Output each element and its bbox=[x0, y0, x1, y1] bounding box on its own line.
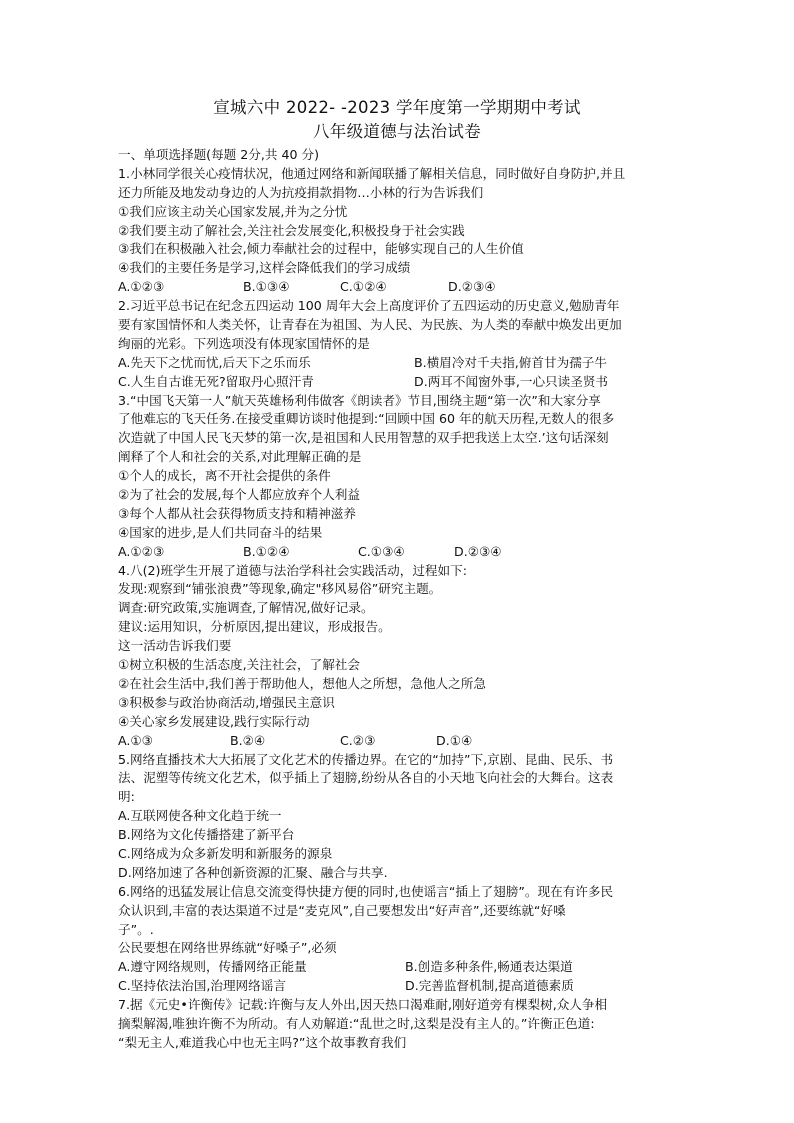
question-stem-line: 还力所能及地发动身边的人为抗疫捐款捐物…小林的行为告诉我们 bbox=[118, 184, 484, 200]
section-heading: 一、单项选择题(每题 2分,共 40 分) bbox=[118, 147, 320, 162]
question-stem-line: 发现:观察到“铺张浪费”等现象,确定"移风易俗”研究主题。 bbox=[118, 581, 442, 597]
option-a: A.遵守网络规则，传播网络正能量 bbox=[118, 959, 307, 975]
option-b: B.①②④ bbox=[243, 543, 290, 559]
statement-item: ①树立积极的生活态度,关注社会，了解社会 bbox=[118, 657, 360, 673]
statement-item: ③我们在积极融入社会,倾力奉献社会的过程中，能够实现自己的人生价值 bbox=[118, 241, 524, 257]
question-stem-line: 建议:运用知识，分析原因,提出建议，形成报告。 bbox=[118, 619, 391, 635]
statement-item: ③积极参与政治协商活动,增强民主意识 bbox=[118, 694, 335, 710]
question-4 bbox=[118, 562, 678, 751]
answer-options bbox=[118, 354, 678, 373]
statement-item: ④关心家乡发展建设,践行实际行动 bbox=[118, 713, 310, 729]
answer-options bbox=[118, 373, 678, 392]
option-b: B.①③④ bbox=[243, 279, 290, 295]
option-a: A.①②③ bbox=[118, 543, 165, 559]
statement-item: ④国家的进步,是人们共同奋斗的结果 bbox=[118, 524, 323, 540]
option-b: B.②④ bbox=[230, 732, 266, 748]
option-b: B.横眉冷对千夫指,俯首甘为孺子牛 bbox=[414, 354, 607, 370]
option-d: D.两耳不闻窗外事,一心只读圣贤书 bbox=[414, 373, 609, 389]
question-3 bbox=[118, 392, 678, 562]
question-stem-line: 1.小林同学很关心疫情状况，他通过网络和新闻联播了解相关信息，同时做好自身防护,并且 bbox=[118, 165, 626, 181]
option-d: D.完善监督机制,提高道德素质 bbox=[405, 978, 574, 994]
answer-options bbox=[118, 278, 678, 297]
question-7 bbox=[118, 996, 678, 1053]
exam-title: 宣城六中 2022- -2023 学年度第一学期期中考试 bbox=[213, 98, 581, 117]
statement-item: ②为了社会的发展,每个人都应放弃个人利益 bbox=[118, 487, 360, 503]
question-stem-line: 2.习近平总书记在纪念五四运动 100 周年大会上高度评价了五四运动的历史意义,勉励青年 bbox=[118, 298, 620, 314]
answer-options bbox=[118, 543, 678, 562]
answer-options bbox=[118, 958, 678, 977]
option-b: B.创造多种条件,畅通表达渠道 bbox=[405, 959, 573, 975]
answer-options bbox=[118, 732, 678, 751]
question-stem-line: 3.“中国飞天第一人”航天英雄杨利伟做客《朗读者》节目,围绕主题“第一次”和大家分享 bbox=[118, 392, 601, 408]
question-stem-line: 7.据《元史•许衡传》记载:许衡与友人外出,因天热口渴难耐,刚好道旁有棵梨树,众人争相 bbox=[118, 997, 608, 1013]
exam-content bbox=[118, 146, 678, 1053]
question-stem-line: 摘梨解渴,唯独许衡不为所动。有人劝解道:“乱世之时,这梨是没有主人的。”许衡正色道: bbox=[118, 1015, 595, 1031]
statement-item: ②我们要主动了解社会,关注社会发展变化,积极投身于社会实践 bbox=[118, 222, 465, 238]
option-d: D.①④ bbox=[436, 732, 473, 748]
option-c: C.①③④ bbox=[358, 543, 405, 559]
option-d: D.②③④ bbox=[448, 279, 496, 295]
answer-options bbox=[118, 977, 678, 996]
statement-item: ③每个人都从社会获得物质支持和精神滋养 bbox=[118, 505, 356, 521]
question-stem-line: 子”。. bbox=[118, 921, 154, 937]
question-2 bbox=[118, 297, 678, 391]
question-1 bbox=[118, 165, 678, 297]
option-a: A.互联网使各种文化趋于统一 bbox=[118, 808, 282, 824]
question-stem-line: 公民要想在网络世界练就“好嗓子”,必须 bbox=[118, 940, 337, 956]
question-stem-line: “梨无主人,难道我心中也无主吗?”这个故事教育我们 bbox=[118, 1034, 407, 1050]
question-stem-line: 众认识到,丰富的表达渠道不过是“麦克风”,自己要想发出“好声音”,还要练就“好嗓 bbox=[118, 902, 566, 918]
question-stem-line: 法、泥塑等传统文化艺术，似乎插上了翅膀,纷纷从各自的小天地飞向社会的大舞台。这表 bbox=[118, 770, 614, 786]
option-a: A.①②③ bbox=[118, 279, 165, 295]
question-stem-line: 次造就了中国人民飞天梦的第一次,是祖国和人民用智慧的双手把我送上太空.’这句话深刻 bbox=[118, 430, 609, 446]
question-stem-line: 要有家国情怀和人类关怀，让青春在为祖国、为人民、为民族、为人类的奉献中焕发出更加 bbox=[118, 317, 622, 333]
question-stem-line: 4.八(2)班学生开展了道德与法治学科社会实践活动，过程如下: bbox=[118, 562, 467, 578]
question-stem-line: 绚丽的光彩。下列选项没有体现家国情怀的是 bbox=[118, 335, 370, 351]
option-c: C.②③ bbox=[340, 732, 376, 748]
question-stem-line: 了他难忘的飞天任务.在接受重卿访谈时他提到:“回顾中国 60 年的航天历程,无数人的很多 bbox=[118, 411, 615, 427]
question-stem-line: 6.网络的迅猛发展让信息交流变得快捷方便的同时,也使谣言“插上了翅膀”。现在有许多民 bbox=[118, 883, 614, 899]
option-d: D.②③④ bbox=[454, 543, 502, 559]
exam-subtitle: 八年级道德与法治试卷 bbox=[313, 122, 481, 141]
option-d: D.网络加速了各种创新资源的汇聚、融合与共享. bbox=[118, 864, 388, 880]
statement-item: ④我们的主要任务是学习,这样会降低我们的学习成绩 bbox=[118, 260, 411, 276]
option-a: A.先天下之忧而忧,后天下之乐而乐 bbox=[118, 354, 311, 370]
question-6 bbox=[118, 883, 678, 996]
option-c: C.①②④ bbox=[340, 279, 387, 295]
statement-item: ②在社会生活中,我们善于帮助他人，想他人之所想，急他人之所急 bbox=[118, 675, 486, 691]
statement-item: ①我们应该主动关心国家发展,并为之分忧 bbox=[118, 203, 348, 219]
question-stem-line: 阐释了个人和社会的关系,对此理解正确的是 bbox=[118, 449, 362, 465]
option-a: A.①③ bbox=[118, 732, 153, 748]
question-stem-line: 明: bbox=[118, 789, 135, 805]
question-stem-line: 这一活动告诉我们要 bbox=[118, 638, 232, 654]
option-b: B.网络为文化传播搭建了新平台 bbox=[118, 827, 295, 843]
question-stem-line: 5.网络直播技术大大拓展了文化艺术的传播边界。在它的“加持”下,京剧、昆曲、民乐、书 bbox=[118, 751, 614, 767]
question-stem-line: 调查:研究政策,实施调查,了解情况,做好记录。 bbox=[118, 600, 374, 616]
option-c: C.网络成为众多新发明和新服务的源泉 bbox=[118, 845, 333, 861]
option-c: C.人生自古谁无死?留取丹心照汗青 bbox=[118, 373, 314, 389]
option-c: C.坚持依法治国,治理网络谣言 bbox=[118, 978, 286, 994]
question-5 bbox=[118, 751, 678, 883]
statement-item: ①个人的成长，离不开社会提供的条件 bbox=[118, 468, 331, 484]
